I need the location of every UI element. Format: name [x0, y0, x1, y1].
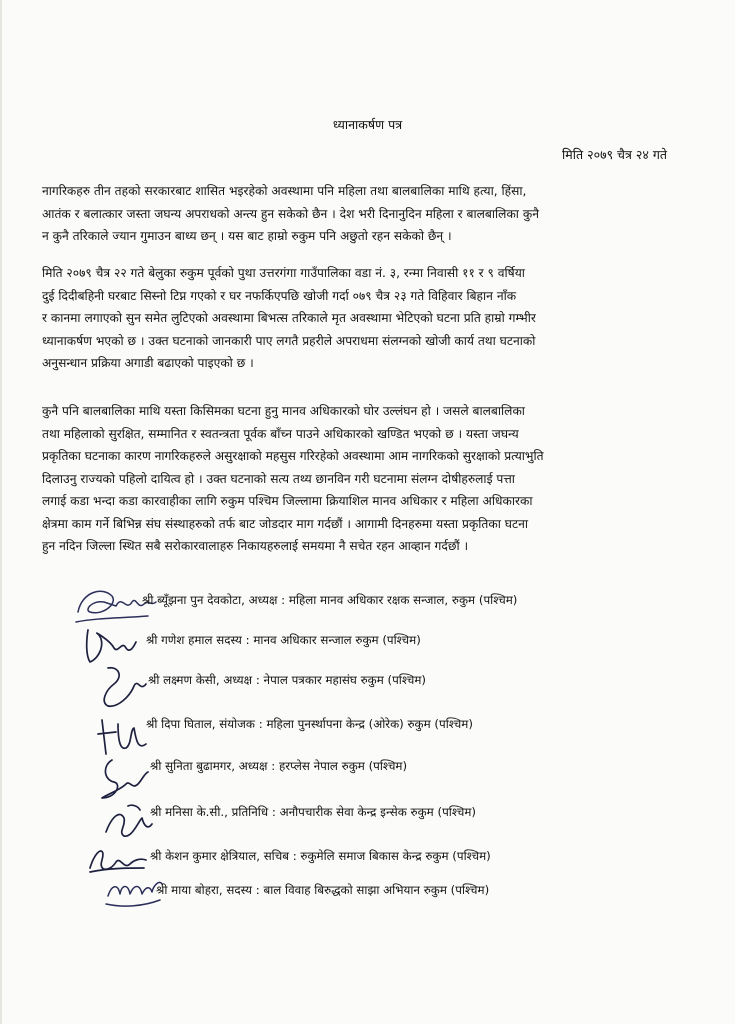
- signatory-row: [0, 712, 735, 752]
- paragraph-1: [42, 180, 692, 248]
- signatory-text: श्री लक्ष्मण केसी, अध्यक्ष : नेपाल पत्रकार महासंघ रुकुम (पश्चिम): [148, 673, 427, 687]
- paragraph-line: न कुनै तरिकाले ज्यान गुमाउन बाध्य छन् । यस बाट हाम्रो रुकुम पनि अछुतो रहन सकेको छैन् ।: [42, 229, 452, 243]
- paragraph-line: र कानमा लगाएको सुन समेत लुटिएको अवस्थामा बिभत्स तरिकाले मृत अवस्थामा भेटिएको घटना प्रति हाम्रो गम्भीर: [42, 311, 536, 325]
- signatory-row: [0, 756, 735, 796]
- paragraph-line: तथा महिलाको सुरक्षित, सम्मानित र स्वतन्त्रता पूर्वक बाँच्न पाउने अधिकारको खण्डित भएको छ । यस्ता जघन्य: [42, 426, 519, 441]
- paragraph-line: कुनै पनि बालबालिका माथि यस्ता किसिमका घटना हुनु मानव अधिकारको घोर उल्लंघन हो । जसले बालबालिका: [42, 404, 525, 418]
- paragraph-line: दिलाउनु राज्यको पहिलो दायित्व हो । उक्त घटनाको सत्य तथ्य छानविन गरी घटनामा संलग्न दोषीहरुलाई पत्ता: [42, 471, 515, 486]
- signatory-row: [0, 872, 735, 912]
- paragraph-line: अनुसन्धान प्रक्रिया अगाडी बढाएको पाइएको छ ।: [42, 356, 254, 370]
- paragraph-3: [42, 400, 692, 558]
- paragraph-line: आतंक र बलात्कार जस्ता जघन्य अपराधको अन्त्य हुन सकेको छैन । देश भरी दिनानुदिन महिला र बालबालिका कुनै: [42, 206, 539, 221]
- signature-icon: [94, 662, 152, 716]
- paragraph-2: [42, 262, 692, 375]
- signatory-row: [0, 626, 735, 666]
- paragraph-line: मिति २०७९ चैत्र २२ गते बेलुका रुकुम पूर्वको पुथा उत्तरगंगा गाउँपालिका वडा नं. ३, रन्मा निवासी ११ र ९ वर्षिया: [42, 266, 525, 280]
- signatory-text: श्री गणेश हमाल सदस्य : मानव अधिकार सन्जाल रुकुम (पश्चिम): [146, 633, 421, 647]
- signatory-text: श्री मनिसा के.सी., प्रतिनिधि : अनौपचारीक सेवा केन्द्र इन्सेक रुकुम (पश्चिम): [150, 805, 476, 819]
- paragraph-line: नागरिकहरु तीन तहको सरकारबाट शासित भइरहेको अवस्थामा पनि महिला तथा बालबालिका माथि हत्या, हिंसा,: [42, 184, 527, 198]
- signatory-text: श्री दिपा घिताल, संयोजक : महिला पुनर्स्थापना केन्द्र (ओरेक) रुकुम (पश्चिम): [146, 717, 473, 731]
- paragraph-line: लगाई कडा भन्दा कडा कारवाहीका लागि रुकुम पश्चिम जिल्लामा क्रियाशिल मानव अधिकार र महिला अधिकारका: [42, 494, 533, 508]
- paragraph-line: क्षेत्रमा काम गर्ने बिभिन्न संघ संस्थाहरुको तर्फ बाट जोडदार माग गर्दछौं । आगामी दिनहरुमा यस्ता प्रकृतिका घटना: [42, 516, 529, 531]
- signatory-row: [0, 668, 735, 708]
- paragraph-line: प्रकृतिका घटनाका कारण नागरिकहरुले असुरक्षाको महसुस गरिरहेको अवस्थामा आम नागरिकको सुरक्षाको प्रत्याभुति: [42, 449, 544, 463]
- signature-icon: [104, 870, 164, 916]
- paragraph-line: दुई दिदीबहिनी घरबाट सिस्नो टिप्न गएको र घर नफर्किएपछि खोजी गर्दा ०७९ चैत्र २३ गते विहिवार बिहान नाँक: [42, 288, 517, 303]
- signatory-text: श्री केशन कुमार क्षेत्रियाल, सचिब : रुकुमेलि समाज बिकास केन्द्र रुकुम (पश्चिम): [150, 849, 491, 863]
- paragraph-line: हुन नदिन जिल्ला स्थित सबै सरोकारवालाहरु निकायहरुलाई समयमा नै सचेत रहन आव्हान गर्दछौं ।: [42, 539, 469, 553]
- signatory-text: श्री माया बोहरा, सदस्य : बाल विवाह बिरुद्धको साझा अभियान रुकुम (पश्चिम): [156, 883, 490, 897]
- signatory-text: श्री सुनिता बुढामगर, अध्यक्ष : हरप्लेस नेपाल रुकुम (पश्चिम): [150, 759, 408, 773]
- signatory-row: [0, 800, 735, 840]
- document-title: ध्यानाकर्षण पत्र: [332, 117, 403, 132]
- signatory-text: श्री ब्यूँझना पुन देवकोटा, अध्यक्ष : महिला मानव अधिकार रक्षक सन्जाल, रुकुम (पश्चिम): [142, 593, 518, 607]
- document-date: मिति २०७९ चैत्र २४ गते: [562, 147, 667, 162]
- paragraph-line: ध्यानाकर्षण भएको छ । उक्त घटनाको जानकारी पाए लगतै प्रहरीले अपराधमा संलग्नको खोजी कार्य तथा घटनाको: [42, 333, 536, 348]
